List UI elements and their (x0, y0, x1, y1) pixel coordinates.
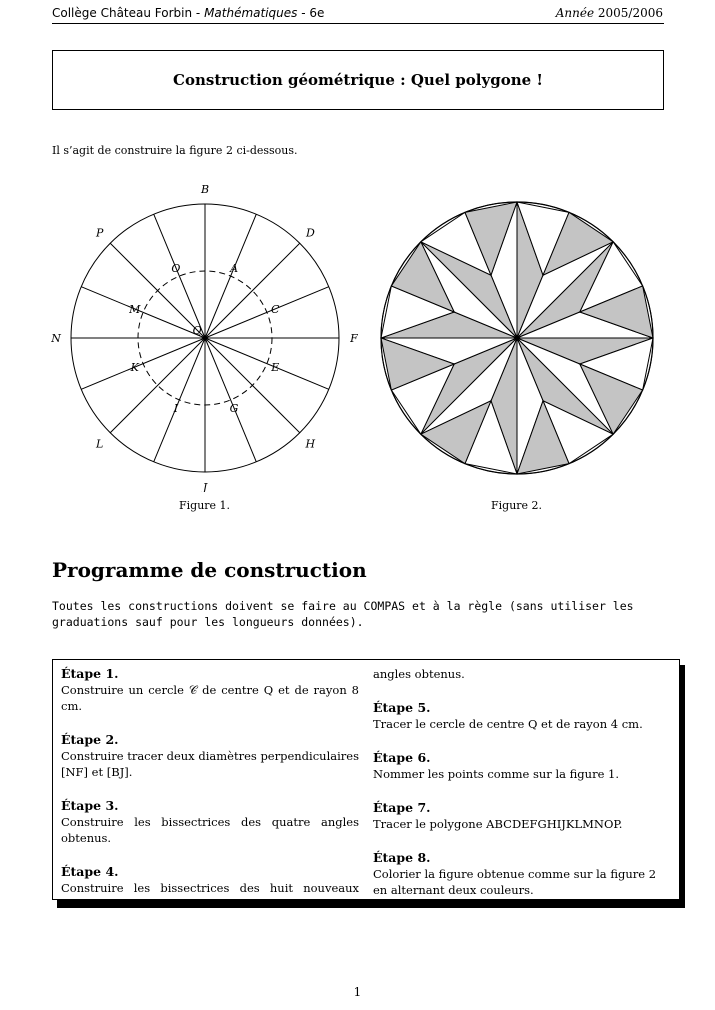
header-subject: Mathématiques (204, 6, 298, 20)
figure-1-caption: Figure 1. (179, 499, 231, 512)
outer-point-label: D (305, 226, 315, 240)
inner-point-label: O (171, 261, 181, 275)
radius-line (110, 243, 205, 338)
step-title: Étape 8. (373, 850, 431, 865)
header-year: 2005/2006 (594, 6, 663, 20)
radius-line (205, 338, 300, 433)
step-title: Étape 2. (61, 732, 119, 747)
step-text: Tracer le polygone ABCDEFGHIJKLMNOP. (373, 817, 623, 831)
outer-point-label: H (305, 437, 316, 451)
step-text: Construire un cercle 𝒞 de centre Q et de rayon 8 cm. (61, 683, 359, 713)
step-1 (61, 666, 359, 714)
radius-line (205, 243, 300, 338)
steps-left-column (61, 666, 359, 914)
step-5 (373, 700, 671, 732)
section-title: Programme de construction (52, 558, 367, 582)
step-title: Étape 6. (373, 750, 431, 765)
inner-point-label: E (271, 361, 280, 375)
step-8 (373, 850, 671, 898)
header-level: - 6e (297, 6, 325, 20)
title-box (52, 50, 664, 110)
inner-point-label: G (229, 402, 239, 416)
figure-2 (372, 194, 662, 484)
steps-box (52, 659, 680, 900)
inner-point-label: C (271, 302, 280, 316)
step-text: Tracer le cercle de centre Q et de rayon 4 cm. (373, 717, 643, 731)
step-2 (61, 732, 359, 780)
inner-point-label: A (230, 261, 239, 275)
outer-point-label: F (350, 332, 358, 345)
outer-point-label: J (202, 481, 208, 492)
step-text: Nommer les points comme sur la figure 1. (373, 767, 619, 781)
inner-point-label: I (173, 402, 179, 416)
radius-line (110, 338, 205, 433)
steps-right-column (373, 666, 671, 916)
step-text: Construire les bissectrices des huit nouveaux (61, 881, 359, 895)
step-text: Construire les bissectrices des quatre angles obtenus. (61, 815, 359, 845)
center-label: Q (192, 324, 202, 337)
page-number: 1 (353, 985, 362, 999)
outer-point-label: N (51, 332, 61, 345)
step-title: Étape 3. (61, 798, 119, 813)
figure-1 (50, 182, 370, 492)
step-title: Étape 1. (61, 666, 119, 681)
intro-text: Il s’agit de construire la figure 2 ci-dessous. (52, 144, 298, 157)
outer-point-label: L (95, 437, 104, 451)
instructions-text: Toutes les constructions doivent se faire au COMPAS et à la règle (sans utiliser les graduations sauf pour les longueurs données). (52, 599, 634, 629)
outer-point-label: B (200, 183, 210, 196)
step-4 (61, 864, 359, 896)
step-3 (61, 798, 359, 846)
header-right (556, 6, 663, 20)
header-school: Collège Château Forbin - (52, 6, 205, 20)
page-title: Construction géométrique : Quel polygone ! (173, 71, 543, 89)
figure-2-drawing (381, 202, 653, 474)
header-left (52, 6, 324, 20)
step-title: Étape 4. (61, 864, 119, 879)
step-4-continuation: angles obtenus. (373, 667, 465, 681)
step-title: Étape 7. (373, 800, 431, 815)
inner-point-label: M (129, 302, 141, 316)
step-text: Construire tracer deux diamètres perpendiculaires [NF] et [BJ]. (61, 749, 359, 779)
step-6 (373, 750, 671, 782)
figure-2-caption: Figure 2. (491, 499, 543, 512)
figure-1-drawing (50, 183, 358, 492)
step-7 (373, 800, 671, 832)
header-year-label: Année (555, 6, 595, 20)
header-rule (52, 23, 664, 24)
outer-point-label: P (95, 226, 104, 240)
step-title: Étape 5. (373, 700, 431, 715)
step-text: Colorier la figure obtenue comme sur la figure 2 en alternant deux couleurs. (373, 867, 657, 897)
inner-point-label: K (130, 361, 139, 375)
